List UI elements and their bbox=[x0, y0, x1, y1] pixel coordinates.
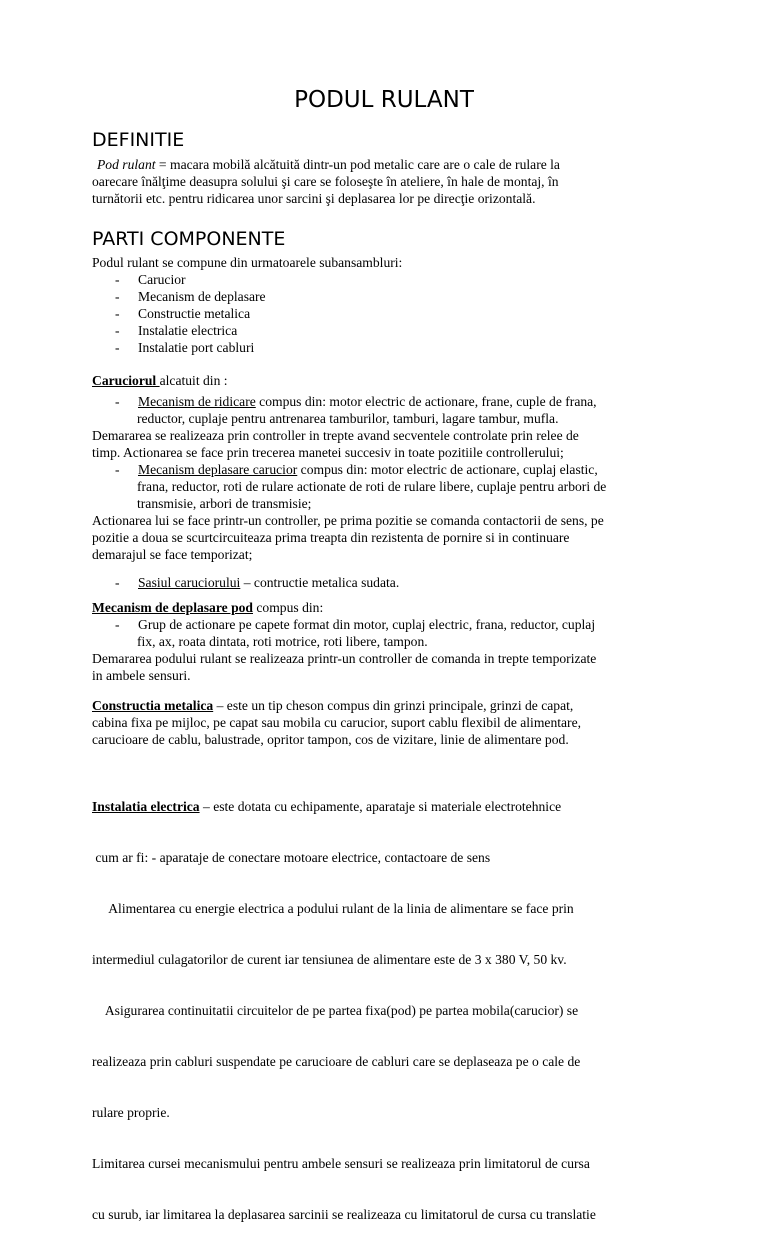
definitie-term: Pod rulant bbox=[97, 157, 156, 172]
instalatia-heading: Instalatia electrica bbox=[92, 799, 200, 814]
list-item: - Instalatie port cabluri bbox=[115, 340, 255, 355]
list-item: - Carucior bbox=[115, 272, 186, 287]
constructia-section: Constructia metalica – este un tip cheson compus din grinzi principale, grinzi de capat, cabina fixa pe mijloc, pe capat sau mobila cu carucior, suport cablu flexibil de alimentare, carucioare de cablu, balustrade, opritor tampon, cos de vizitare, linie de alimentare pod. bbox=[92, 698, 582, 747]
carucior-section: Caruciorul alcatuit din : - Mecanism de ridicare compus din: motor electric de actionare, frane, cuple de frana, reductor, cuplaje pentru antrenarea tamburilor, tamburi, lagare tambur, mufla. Demararea se realizeaza prin controller in trepte avand secventele controlate prin relee de timp. Actionarea se face prin trecerea manetei succesiv in toate pozitiile controllerului; - Mecanism deplasare carucior compus din: motor electric de actionare, cuplaj elastic, frana, reductor, roti de rulare actionate de roti de rulare libere, cuplaje pentru arbori de transmisie, arbori de transmisie; Actionarea lui se face printr-un controller, pe prima pozitie se comanda contactorii de sens, pe pozitie a doua se scurtcircuiteaza prima treapta din rezistenta de pornire si in continuare demarajul se face temporizat; - Sasiul caruciorului – contructie metalica sudata. bbox=[92, 373, 607, 590]
list-item: - Mecanism de deplasare bbox=[115, 289, 266, 304]
carucior-heading: Caruciorul bbox=[92, 373, 160, 388]
parti-list: Podul rulant se compune din urmatoarele subansambluri: - Carucior - Mecanism de deplasare - Constructie metalica - Instalatie electrica - Instalatie port cabluri bbox=[92, 254, 692, 356]
list-item: - Instalatie electrica bbox=[115, 323, 238, 338]
definitie-paragraph: Pod rulant = macara mobilă alcătuită dintr-un pod metalic care are o cale de rulare la oarecare înălţime deasupra solului şi care se foloseşte în ateliere, în hale de montaj, în turnătorii etc. pentru ridicarea unor sarcini şi deplasarea lor pe direcţie orizontală. bbox=[92, 157, 560, 206]
heading-parti-componente: PARTI COMPONENTE bbox=[92, 228, 286, 250]
list-item: - Constructie metalica bbox=[115, 306, 251, 321]
mecanism-heading: Mecanism de deplasare pod bbox=[92, 600, 253, 615]
page-title: PODUL RULANT bbox=[294, 87, 474, 113]
mecanism-section: Mecanism de deplasare pod compus din: - Grup de actionare pe capete format din motor, cuplaj electric, frana, reductor, cuplaj fix, ax, roata dintata, roti motrice, roti libere, tampon. Demararea podului rulant se realizeaza printr-un controller de comanda in trepte temporizate in ambele sensuri. bbox=[92, 600, 597, 683]
instalatia-section: Instalatia electrica – este dotata cu echipamente, aparataje si materiale electrotehnice cum ar fi: - aparataje de conectare motoare electrice, contactoare de sens Alimentarea cu energie electrica a podului rulant de la linia de alimentare se face prin intermediul culagatorilor de curent iar tensiunea de alimentare este de 3 x 380 V, 50 kv. Asigurarea continuitatii circuitelor de pe partea fixa(pod) pe partea mobila(carucior) se realizeaza prin cabluri suspendate pe carucioare de cabluri care se deplaseaza pe o cale de rulare proprie. Limitarea cursei mecanismului pentru ambele sensuri se realizeaza prin limitatorul de cursa cu surub, iar limitarea la deplasarea sarcinii se realizeaza cu limitatorul de cursa cu translatie bbox=[92, 799, 596, 1222]
constructia-heading: Constructia metalica bbox=[92, 698, 214, 713]
heading-definitie: DEFINITIE bbox=[92, 129, 185, 151]
